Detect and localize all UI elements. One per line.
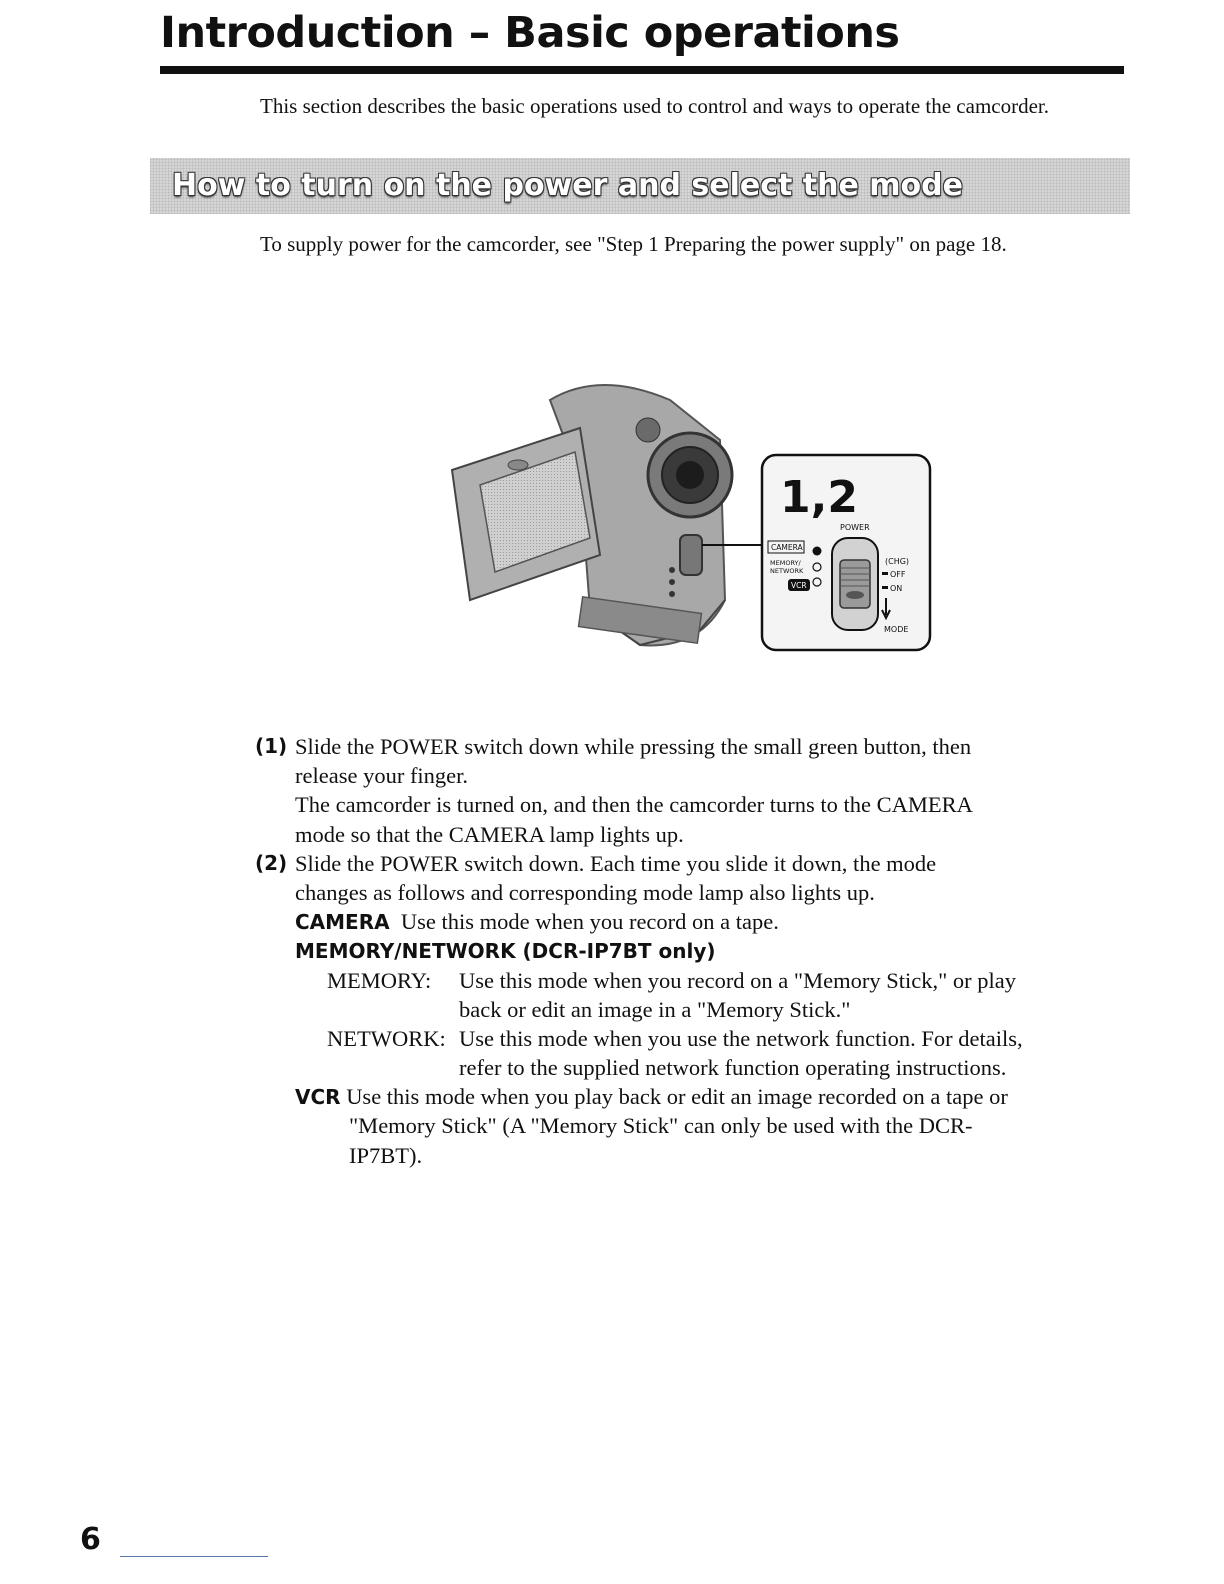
vcr-mode-line-1 [255,1082,1135,1111]
lcd-screen [452,428,600,600]
step-2-line-1 [255,849,1135,878]
network-mode-line-2: refer to the supplied network function operating instructions. [459,1055,1007,1081]
memory-mode-desc-1: Use this mode when you record on a "Memory Stick," or play [459,967,1017,993]
step-2-line-2: changes as follows and corresponding mode lamp also lights up. [295,879,875,905]
power-label: POWER [840,523,870,532]
mode-label: MODE [884,625,909,634]
power-switch-callout [762,455,930,650]
step-2-text: Slide the POWER switch down. Each time you slide it down, the mode [295,850,937,876]
title-rule [160,66,1124,74]
step-1-line-2: release your finger. [295,763,469,789]
step-1-text: Slide the POWER switch down while pressing the small green button, then [295,734,972,759]
page-number: 6 [80,1522,101,1557]
intro-paragraph: This section describes the basic operations used to control and ways to operate the camcorder. [260,94,1049,118]
vcr-mode-line-2: "Memory Stick" (A "Memory Stick" can only be used with the DCR- [349,1113,973,1139]
on-label: ON [890,584,903,593]
vcr-mode-line-3: IP7BT). [349,1142,423,1168]
section-banner [150,158,1130,214]
vcr-mode-label: VCR [295,1085,341,1110]
vcr-mode-desc-1: Use this mode when you play back or edit an image recorded on a tape or [346,1084,1008,1110]
step-1-line-1 [255,732,1135,761]
camera-mode-line [255,907,1135,936]
power-supply-note: To supply power for the camcorder, see "Step 1 Preparing the power supply" on page 18. [260,232,1007,256]
camera-mode-desc: Use this mode when you record on a tape. [400,909,779,935]
network-lamp-label: NETWORK [770,567,804,575]
memory-lamp-label: MEMORY/ [770,559,801,567]
camcorder-illustration [440,360,940,670]
memory-network-heading-line [255,936,1135,965]
chg-label: (CHG) [885,557,910,566]
callout-number: 1,2 [780,472,858,523]
step-1-line-4: mode so that the CAMERA lamp lights up. [295,821,684,847]
steps-list [255,732,1135,1170]
step-1-line-3: The camcorder is turned on, and then the camcorder turns to the CAMERA [295,792,973,818]
camera-mode-label: CAMERA [295,910,390,935]
memory-mode-line-2: back or edit an image in a "Memory Stick." [459,996,851,1022]
network-mode-label: NETWORK: [327,1025,446,1051]
memory-mode-line-1 [255,966,1135,995]
memory-mode-label: MEMORY: [327,967,432,993]
network-mode-line-1 [255,1024,1135,1053]
vcr-lamp-label: VCR [791,581,807,590]
section-heading: How to turn on the power and select the mode [172,168,963,203]
network-mode-desc-1: Use this mode when you use the network function. For details, [459,1025,1023,1051]
camera-lamp-label: CAMERA [771,543,803,552]
memory-network-heading: MEMORY/NETWORK (DCR-IP7BT only) [295,939,716,964]
step-1-number: (1) [255,734,288,758]
page-title: Introduction – Basic operations [160,8,900,58]
page-footer-rule [120,1556,268,1557]
step-2-number: (2) [255,850,288,875]
off-label: OFF [890,570,906,579]
